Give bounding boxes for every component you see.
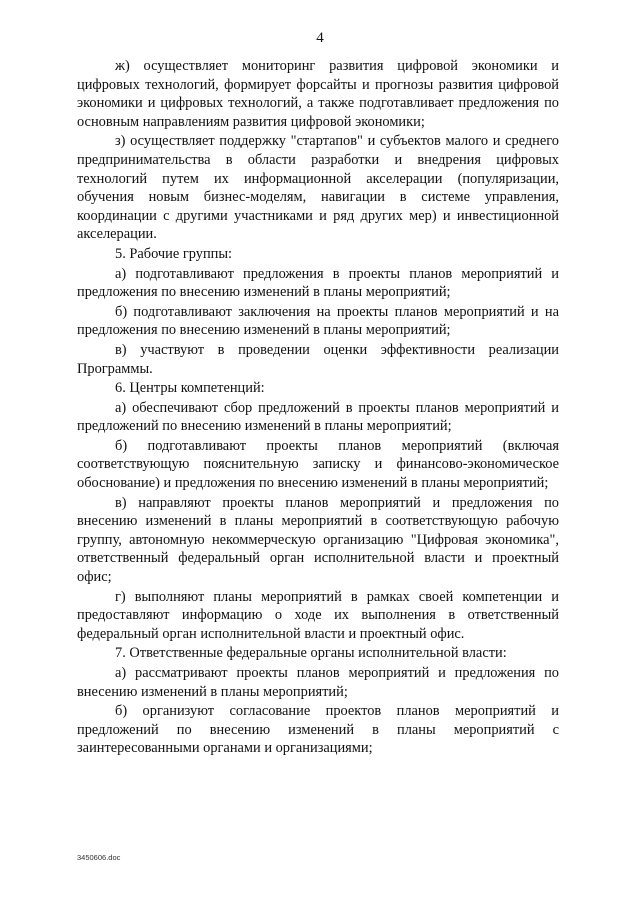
paragraph-6g: г) выполняют планы мероприятий в рамках своей компетенции и предоставляют информацию о ходе их выполнения в ответственный федеральный орган исполнительной власти и проектный офис. [77, 588, 559, 642]
page-number: 4 [316, 30, 324, 46]
section-heading-7: 7. Ответственные федеральные органы исполнительной власти: [115, 645, 507, 662]
paragraph-5a: а) подготавливают предложения в проекты планов мероприятий и предложения по внесению изменений в планы мероприятий; [77, 265, 559, 301]
section-heading-5: 5. Рабочие группы: [115, 245, 233, 262]
document-filename: 3450606.doc [77, 853, 121, 862]
paragraph-5b: б) подготавливают заключения на проекты планов мероприятий и на предложения по внесению изменений в планы мероприятий; [77, 303, 559, 339]
paragraph-zh: ж) осуществляет мониторинг развития цифровой экономики и цифровых технологий, формирует форсайты и прогнозы развития цифровой экономики и цифровых технологий, а также подготавливает предложения по основным направлениям развития цифровой экономики; [77, 58, 559, 130]
paragraph-7a: а) рассматривают проекты планов мероприятий и предложения по внесению изменений в планы мероприятий; [77, 665, 559, 700]
paragraph-6b: б) подготавливают проекты планов мероприятий (включая соответствующую пояснительную записку и финансово-экономическое обоснование) и предложения по внесению изменений в планы мероприятий; [77, 437, 559, 492]
paragraph-6a: а) обеспечивают сбор предложений в проекты планов мероприятий и предложений по внесению изменений в планы мероприятий; [77, 399, 559, 435]
document-body [77, 57, 559, 758]
paragraph-7b: б) организуют согласование проектов планов мероприятий и предложений по внесению изменений в планы мероприятий с заинтересованными органами и организациями; [77, 703, 559, 757]
paragraph-5v: в) участвуют в проведении оценки эффективности реализации Программы. [77, 341, 559, 377]
paragraph-6v: в) направляют проекты планов мероприятий и предложения по внесению изменений в планы мероприятий в соответствующую рабочую группу, автономную некоммерческую организацию "Цифровая экономика", ответственный федеральный орган исполнительной власти и проектный офис; [77, 494, 559, 586]
paragraph-z: з) осуществляет поддержку "стартапов" и субъектов малого и среднего предпринимательства в области разработки и внедрения цифровых технологий путем их информационной акселерации (популяризации, обучения новым бизнес-моделям, навигации в системе управления, координации с другими участниками и ряд других мер) и инвестиционной акселерации. [77, 133, 559, 243]
section-heading-6: 6. Центры компетенций: [115, 380, 265, 397]
